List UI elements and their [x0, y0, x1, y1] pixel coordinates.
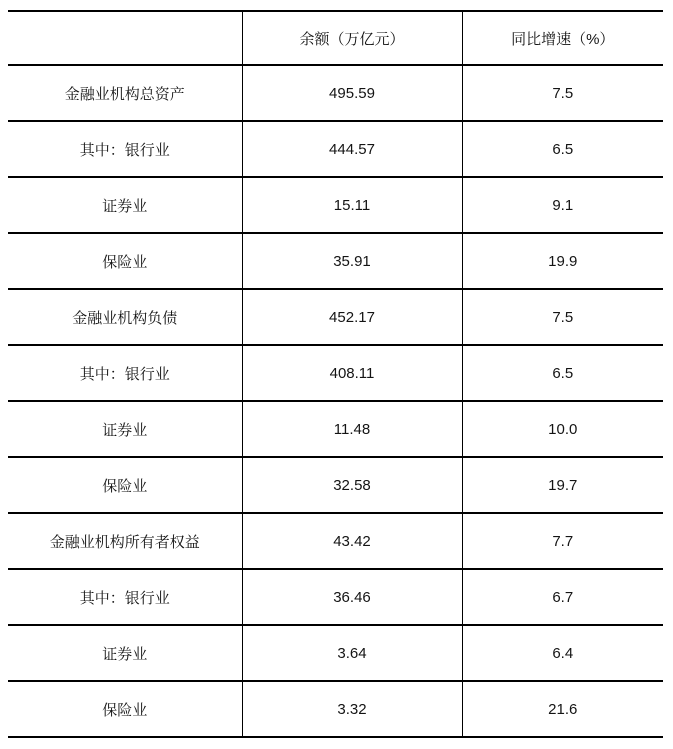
growth-cell: 9.1 — [462, 177, 663, 233]
table-row — [8, 457, 663, 513]
row-label-cell: 金融业机构总资产 — [8, 65, 242, 121]
table-row — [8, 233, 663, 289]
table-row — [8, 345, 663, 401]
balance-cell: 452.17 — [242, 289, 462, 345]
row-label-cell: 金融业机构负债 — [8, 289, 242, 345]
growth-cell: 7.5 — [462, 289, 663, 345]
table-row — [8, 177, 663, 233]
balance-cell: 495.59 — [242, 65, 462, 121]
growth-cell: 6.5 — [462, 121, 663, 177]
column-header-indicator — [8, 11, 242, 65]
balance-cell: 444.57 — [242, 121, 462, 177]
table-row — [8, 65, 663, 121]
growth-cell: 6.5 — [462, 345, 663, 401]
row-label-cell: 其中：银行业 — [8, 345, 242, 401]
table-row — [8, 401, 663, 457]
row-label-cell: 证券业 — [8, 177, 242, 233]
table-container — [8, 10, 663, 738]
row-label-cell: 证券业 — [8, 401, 242, 457]
row-label-cell: 金融业机构所有者权益 — [8, 513, 242, 569]
growth-cell: 19.7 — [462, 457, 663, 513]
balance-cell: 11.48 — [242, 401, 462, 457]
column-header-growth: 同比增速（%） — [462, 11, 663, 65]
row-label-cell: 保险业 — [8, 457, 242, 513]
balance-cell: 15.11 — [242, 177, 462, 233]
table-row — [8, 569, 663, 625]
growth-cell: 6.7 — [462, 569, 663, 625]
growth-cell: 10.0 — [462, 401, 663, 457]
growth-cell: 21.6 — [462, 681, 663, 737]
table-row — [8, 289, 663, 345]
table-row — [8, 681, 663, 737]
balance-cell: 36.46 — [242, 569, 462, 625]
balance-cell: 35.91 — [242, 233, 462, 289]
table-row — [8, 121, 663, 177]
growth-cell: 6.4 — [462, 625, 663, 681]
balance-cell: 408.11 — [242, 345, 462, 401]
balance-cell: 3.64 — [242, 625, 462, 681]
financial-institutions-table — [8, 10, 663, 738]
balance-cell: 32.58 — [242, 457, 462, 513]
row-label-cell: 保险业 — [8, 233, 242, 289]
growth-cell: 19.9 — [462, 233, 663, 289]
header-row — [8, 11, 663, 65]
row-label-cell: 其中：银行业 — [8, 569, 242, 625]
growth-cell: 7.7 — [462, 513, 663, 569]
row-label-cell: 其中：银行业 — [8, 121, 242, 177]
table-row — [8, 513, 663, 569]
table-row — [8, 625, 663, 681]
balance-cell: 43.42 — [242, 513, 462, 569]
growth-cell: 7.5 — [462, 65, 663, 121]
balance-cell: 3.32 — [242, 681, 462, 737]
column-header-balance: 余额（万亿元） — [242, 11, 462, 65]
row-label-cell: 保险业 — [8, 681, 242, 737]
row-label-cell: 证券业 — [8, 625, 242, 681]
